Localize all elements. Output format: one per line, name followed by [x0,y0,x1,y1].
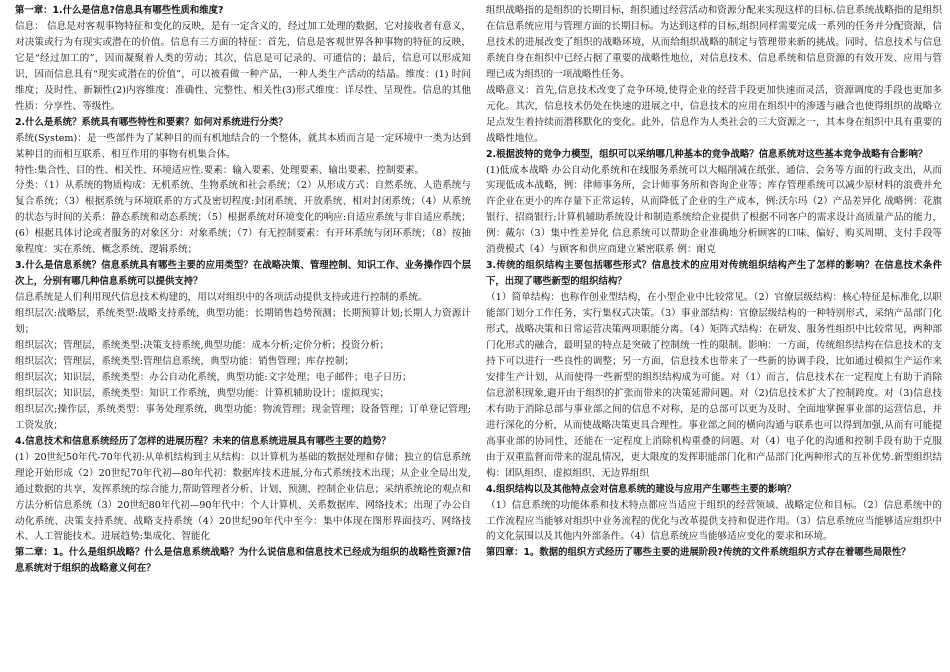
question-heading: 第二章：1。什么是组织战略？什么是信息系统战略？为什么说信息和信息技术已经成为组织的战略性资源?信息系统对于组织的战略意义何在？ [15,547,471,575]
answer-paragraph: 组织层次:战略层，系统类型:战略支持系统，典型功能：长期销售趋势预测；长期预算计划;长期人力资源计划； [15,308,471,336]
question-heading: 4.信息技术和信息系统经历了怎样的进展历程？未来的信息系统进展具有哪些主要的趋势？ [15,435,391,447]
answer-paragraph: 组织层次；管理层，系统类型:管理信息系统，典型功能：销售管理；库存控制； [15,355,355,367]
question-heading: 第四章：1。数据的组织方式经历了哪些主要的进展阶段?传统的文件系统组织方式存在着哪些局限性？ [486,547,911,559]
answer-paragraph: 组织层次；知识层，系统类型：办公自动化系统，典型功能:文字处理；电子邮件；电子日历； [15,371,412,383]
question-heading: 第一章：1.什么是信息?信息具有哪些性质和维度? [15,5,224,16]
question-heading: 4.组织结构以及其他特点会对信息系统的建设与应用产生哪些主要的影响？ [486,483,797,495]
answer-paragraph: （1）简单结构：也称作创业型结构，在小型企业中比较常见。（2）官僚层级结构：核心特征是标准化,以职能部门划分工作任务，实行集权式决策。（3）事业部结构：官僚层级结构的一种特别形式，采纳产品部门化形式，战略决策和日常运营决策两项职能分离。（4）矩阵式结构：在研发、服务性组织中比较常见，两种部门化形式的融合，最明显的特点是突破了控制统一性的限制。影响：一方面，传统组织结构在信息技术的支持下可以进行一些良性的调整；另一方面，信息技术也带来了一些新的协调手段，比如通过模拟生产运作来安排生产计划，从而使得一些新型的组织结构成为可能。对（1）而言，信息技术在一定程度上有助于消除信息淤积现象,避开由于组织的扩张而带来的决策延滞问题。对（2)信息技术扩大了控制跨度。对（3)信息技术有助于消除总部与事业部之间的信息不对称，是的总部可以更为及时、全面地掌握事业部的运营信息，并进行深化的分析，从而使战略决策更具合理性。事业部之间的横向沟通与联系也可以得到加强,从而有可能提高事业部的协同性，还能在一定程度上消除机构重叠的问题。对（4）电子化的沟通和控制手段有助于克服由于双重监督而带来的混乱情况，更大限度的发挥职能部门化和产品部门化两种形式的互补优势.新型组织结构：团队组织、虚拟组织、无边界组织 [486,292,942,479]
question-heading: 2.什么是系统？系统具有哪些特性和要素？如何对系统进行分类？ [15,116,288,128]
question-heading: 3.什么是信息系统？信息系统具有哪些主要的应用类型？在战略决策、管理控制、知识工作、业务操作四个层次上，分别有哪几种信息系统可以提供支持？ [15,260,471,288]
answer-paragraph: （1）信息系统的功能体系和技术特点都应当适应于组织的经营领域、战略定位和目标。（2）信息系统中的工作流程应当能够对组织中业务流程的优化与改革提供支持和促进作用。（3）信息系统应当能够适应组织中的文化氛围以及其他内外部条件。（4）信息系统应当能够适应变化的要求和环境。 [486,499,942,543]
answer-paragraph: 组织层次;操作层，系统类型：事务处理系统，典型功能：物流管理；现金管理；设备管理；订单登记管理;工资发放； [15,403,471,431]
answer-paragraph: 信息系统是人们利用现代信息技术构建的，用以对组织中的各项活动提供支持或进行控制的系统。 [15,292,428,304]
answer-paragraph: 分类：（1）从系统的物质构成：无机系统、生物系统和社会系统；（2）从形成方式：自然系统、人造系统与复合系统；（3）根据系统与环境联系的方式及密切程度:封闭系统、开放系统、相对封闭系统；（4）从系统的状态与时间的关系：静态系统和动态系统；（5）根据系统对环境变化的响应:自适应系统与非自适应系统；(6）根据具体讨论或者服务的对象区分：对象系统；（7）有无控制要素：有开环系统与闭环系统；（8）按抽象程度：实在系统、概念系统、逻辑系统； [15,180,471,256]
answer-paragraph: 战略意义：首先,信息技术改变了竞争环境,使得企业的经营手段更加快速而灵活，资源调度的手段也更加多元化。其次，信息技术仍处在快速的进展之中，信息技术的应用在组织中的渗透与融合也使得组织的战略立足点发生着持续而潜移默化的变化。此外，信息作为人类社会的三大资源之一，其本身在组织中具有重要的战略性地位。 [486,84,942,144]
answer-paragraph: (1）20世纪50年代-70年代初:从单机结构到主从结构：以计算机为基础的数据处理和存储；独立的信息系统理论开始形成（2）20世纪70年代初—80年代初：数据库技术进展,分布式系统技术出现；从企业全局出发,通过数据的共享，发挥系统的综合能力,帮助管理者分析、计划、预测、控制企业信息；采纳系统论的观点和方法分析信息系统（3）20世纪80年代初—90年代中：个人计算机、关系数据库、网络技术；出现了办公自动化系统、决策支持系统、战略支持系统（4）20世纪90年代中至今：集中体现在图形界面技巧、网络技术、人工智能技术。进展趋势:集成化、智能化 [15,451,471,543]
question-heading: 2.根据波特的竞争力模型，组织可以采纳哪几种基本的竞争战略？信息系统对这些基本竞争战略有合影响？ [486,148,928,160]
answer-paragraph: 系统(System)：是一些部件为了某种目的而有机地结合的一个整体，就其本质而言是一定环境中一类为达到某种目的而相互联系、相互作用的事物有机集合体。 [15,132,471,160]
answer-paragraph: 组织层次；管理层，系统类型:决策支持系统,典型功能：成本分析;定价分析；投资分析； [15,340,390,352]
left-column [15,3,471,577]
answer-paragraph: 信息： 信息是对客观事物特征和变化的反映，是有一定含义的，经过加工处理的数据，它对接收者有意义，对决策或行为有现实或潜在的价值。信息有三方面的特征：首先，信息是客观世界各种事物的特征的反映，它是“经过加工的”，因而凝聚着人类的劳动；其次，信息是可记录的、可通信的；最后，信息可以形成知识，因而信息具有“现实或潜在的价值”，可以被看做一种产品，一种人类生产活动的结晶。维度：(1) 时间维度；及时性、新颖性(2)内容维度：准确性、完整性、相关性(3)形式维度：详尽性、呈现性。信息的其他性质：分享性、等级性。 [15,20,471,112]
answer-paragraph: 特性:集合性、目的性、相关性、环境适应性.要素：输入要素、处理要素、输出要素、控制要素。 [15,164,425,176]
question-heading: 3.传统的组织结构主要包括哪些形式？信息技术的应用对传统组织结构产生了怎样的影响？在信息技术条件下，出现了哪些新型的组织结构？ [486,260,942,288]
right-column [486,3,942,561]
answer-paragraph: 组织战略指的是组织的长期目标，组织通过经营活动和资源分配来实现这样的目标.信息系统战略指的是组织在信息系统应用与管理方面的长期目标。为达到这样的目标,组织同样需要完成一系列的任务并分配资源，信息技术的进展改变了组织的战略环境，从而给组织战略的制定与管理带来新的挑战。同时，信息技术与信息系统自身在组织中已经占据了重要的战略性地位，对信息技术、信息系统和信息资源的有效开发、应用与管理已成为组织的一项战略性任务。 [486,5,942,80]
answer-paragraph: (1)低成本战略 办公自动化系统和在线服务系统可以大幅削减在纸张、通信、会务等方面的行政支出，从而实现低成本战略，例：律师事务所，会计师事务所和咨询企业等；库存管理系统可以减少原材料的浪费并允许企业在更小的库存量下正常运转，从而降低了企业的生产成本，例:沃尔玛（2）产品差异化 战略例：花旗银行、招商银行;计算机辅助系统设计和制造系统给企业提供了根据不同客户的需求设计高质量产品的能力，例：戴尔（3）集中性差异化 信息系统可以帮助企业准确地分析顾客的口味、偏好、购买周期、支付手段等消费模式（4）与顾客和供应商建立紧密联系 例：耐克 [486,164,942,256]
answer-paragraph: 组织层次；知识层，系统类型：知识工作系统，典型功能：计算机辅助设计；虚拟现实； [15,387,390,399]
